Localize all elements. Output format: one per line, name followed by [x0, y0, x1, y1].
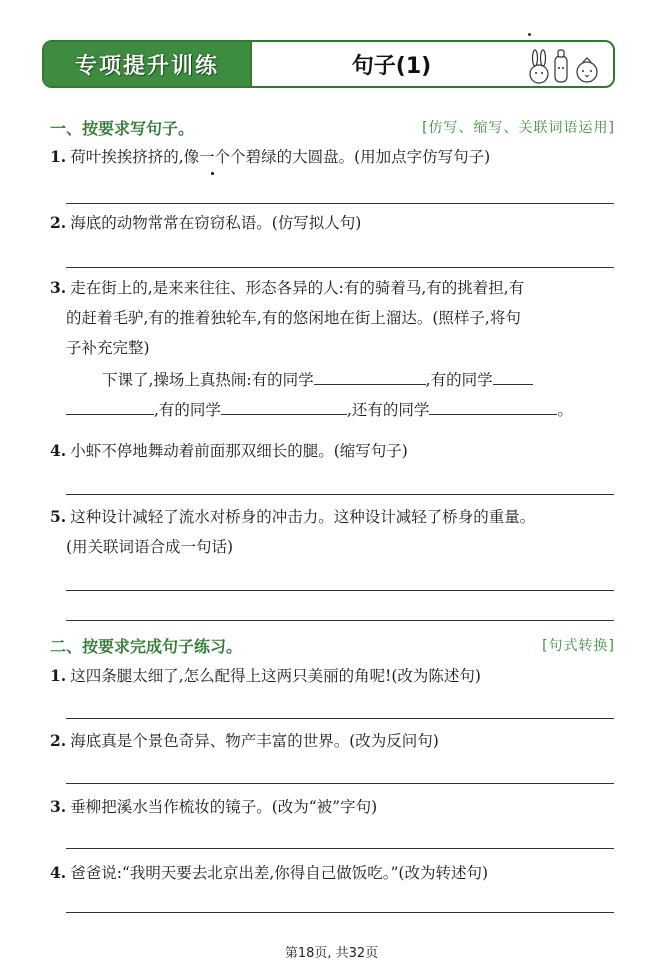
section1-header [50, 114, 615, 140]
header-banner [42, 40, 615, 88]
question-number: 1. [50, 666, 67, 685]
question-text-line1: 这种设计减轻了流水对桥身的冲击力。这种设计减轻了桥身的重量。 [70, 508, 536, 526]
header-tag [44, 42, 252, 86]
question-text: 海底真是个景色奇异、物产丰富的世界。(改为反问句) [70, 732, 439, 750]
question-text: 这四条腿太细了,怎么配得上这两只美丽的角呢!(改为陈述句) [70, 667, 481, 685]
mascot-illustration-icon [525, 46, 603, 84]
question-number: 2. [50, 213, 67, 232]
page-title: 句子(1) [351, 53, 432, 79]
fill-blank[interactable] [429, 396, 557, 415]
section2-header [50, 632, 615, 658]
corner-dot [528, 33, 531, 36]
section2-tag: [句式转换] [542, 638, 615, 654]
answer-line[interactable] [66, 848, 614, 849]
question-text: 小虾不停地舞动着前面那双细长的腿。(缩写句子) [70, 442, 408, 460]
fill-text-a: 下课了,操场上真热闹:有的同学 [102, 371, 314, 389]
question-number: 4. [50, 863, 67, 882]
fill-blank[interactable] [66, 396, 154, 415]
question-text-line1: 走在街上的,是来来往往、形态各异的人:有的骑着马,有的挑着担,有 [70, 279, 525, 297]
answer-line[interactable] [66, 203, 614, 204]
header-tag-label: 专项提升训练 [74, 53, 219, 79]
question-text-line2: 的赶着毛驴,有的推着独轮车,有的悠闲地在街上溜达。(照样子,将句 [66, 309, 521, 327]
section1-title: 一、按要求写句子。 [50, 118, 195, 138]
question-text: 海底的动物常常在窃窃私语。(仿写拟人句) [70, 214, 362, 232]
question-1-5 [50, 502, 619, 562]
question-2-1 [50, 661, 619, 691]
section1-tag: [仿写、缩写、关联词语运用] [422, 120, 615, 136]
answer-line[interactable] [66, 494, 614, 495]
answer-line[interactable] [66, 783, 614, 784]
fill-blank[interactable] [314, 366, 426, 385]
answer-line[interactable] [66, 267, 614, 268]
question-1-1 [50, 142, 619, 172]
question-1-4 [50, 436, 619, 466]
question-2-4 [50, 858, 619, 888]
answer-line[interactable] [66, 912, 614, 913]
question-text-line2: (用关联词语合成一句话) [66, 538, 234, 556]
question-text: 荷叶挨挨挤挤的,像一个个碧绿的大圆盘。(用加点字仿写句子) [70, 148, 491, 166]
emphasis-dot [211, 172, 214, 175]
fill-blank[interactable] [493, 366, 533, 385]
question-2-3 [50, 792, 619, 822]
answer-line[interactable] [66, 590, 614, 591]
fill-in-row-1 [50, 365, 619, 395]
fill-text-c: ,有的同学 [154, 401, 221, 419]
fill-text-end: 。 [557, 401, 573, 419]
question-number: 4. [50, 441, 67, 460]
question-1-3 [50, 273, 619, 425]
question-number: 1. [50, 147, 67, 166]
question-number: 2. [50, 731, 67, 750]
page-footer: 第18页, 共32页 [284, 946, 379, 961]
question-text: 爸爸说:“我明天要去北京出差,你得自己做饭吃。”(改为转述句) [70, 864, 489, 882]
fill-blank[interactable] [221, 396, 347, 415]
question-2-2 [50, 726, 619, 756]
question-text: 垂柳把溪水当作梳妆的镜子。(改为“被”字句) [70, 798, 378, 816]
answer-line[interactable] [66, 620, 614, 621]
fill-text-b: ,有的同学 [425, 371, 493, 389]
question-number: 3. [50, 278, 67, 297]
fill-in-row-2 [50, 395, 619, 425]
answer-line[interactable] [66, 718, 614, 719]
fill-text-d: ,还有的同学 [346, 401, 430, 419]
question-number: 3. [50, 797, 67, 816]
question-number: 5. [50, 507, 67, 526]
question-text-line3: 子补充完整) [66, 339, 150, 357]
section2-title: 二、按要求完成句子练习。 [50, 636, 243, 656]
question-1-2 [50, 208, 619, 238]
